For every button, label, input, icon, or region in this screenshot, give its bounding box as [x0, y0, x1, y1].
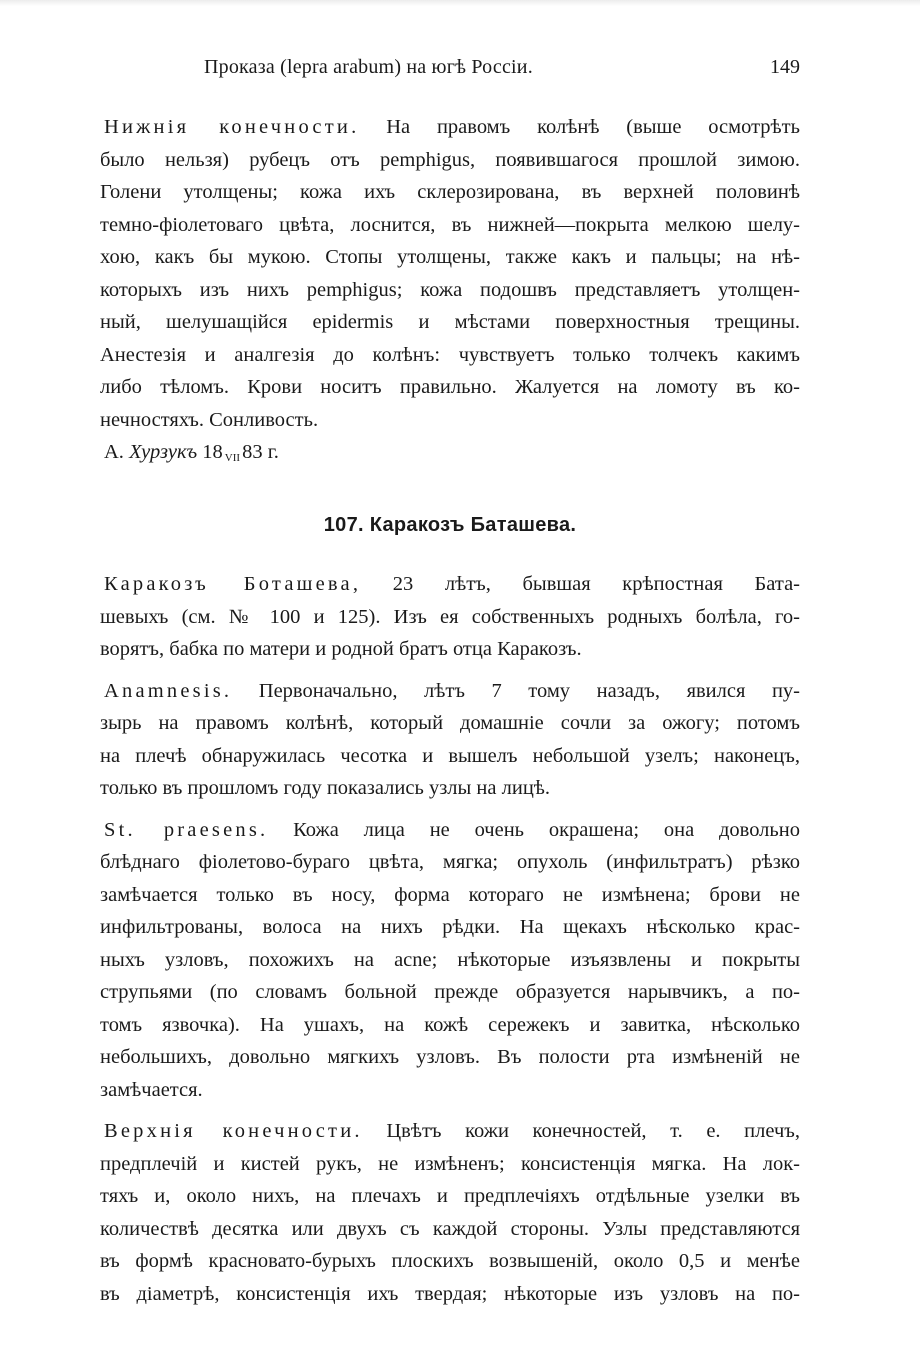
text-line: которыхъ изъ нихъ pemphigus; кожа подошвъ представляетъ утолщен- [100, 278, 800, 301]
signature-prefix: А. [104, 441, 124, 463]
text-line: томъ язвочка). На ушахъ, на кожѣ сережекъ и завитка, нѣсколько [100, 1013, 800, 1036]
text-line: замѣчается только въ носу, форма котораго не измѣнена; брови не [100, 883, 800, 906]
signature-name: Хурзукъ [129, 441, 198, 463]
paragraph-gap [100, 666, 800, 675]
page-number: 149 [770, 56, 800, 78]
section-1-text [100, 111, 800, 469]
lead-phrase: St. praesens. [104, 818, 269, 841]
text-line: только въ прошломъ году показались узлы на лицѣ. [100, 777, 551, 799]
signature-day: 18 [202, 441, 223, 463]
text-line [100, 814, 800, 847]
text-line: въ діаметрѣ, консистенція ихъ твердая; нѣкоторые изъ узловъ на по- [100, 1282, 800, 1305]
text-line [100, 568, 800, 601]
lead-phrase: Нижнія конечности. [104, 116, 360, 138]
signature-line [100, 436, 800, 469]
running-head [100, 56, 800, 90]
text-line: въ формѣ красновато-бурыхъ плоскихъ возвышеній, около 0,5 и менѣе [100, 1250, 800, 1272]
signature-year: 83 г. [242, 441, 279, 463]
text-line [100, 111, 800, 144]
paragraph-gap [100, 805, 800, 814]
text-line: количествѣ десятка или двухъ съ каждой стороны. Узлы представляются [100, 1217, 800, 1240]
paragraph-gap [100, 1106, 800, 1115]
lead-phrase: Верхнія конечности. [104, 1120, 363, 1142]
text-line: шевыхъ (см. № 100 и 125). Изъ ея собственныхъ родныхъ болѣла, го- [100, 605, 800, 628]
text-line: небольшихъ, довольно мягкихъ узловъ. Въ полости рта измѣненій не [100, 1046, 800, 1068]
text-line: Анестезія и аналгезія до колѣнъ: чувствуетъ только толчекъ какимъ [100, 343, 800, 366]
text-line: блѣднаго фіолетово-бураго цвѣта, мягка; опухоль (инфильтратъ) рѣзко [100, 851, 800, 873]
lead-phrase: Каракозъ Боташева, [104, 573, 362, 595]
text-run: Кожа лица не очень окрашена; она довольно [268, 818, 800, 841]
text-line: темно-фіолетоваго цвѣта, лоснится, въ нижней—покрыта мелкою шелу- [100, 213, 800, 236]
text-line: либо тѣломъ. Крови носитъ правильно. Жалуется на ломоту въ ко- [100, 376, 800, 398]
running-title: Проказа (lepra arabum) на югѣ Россіи. [204, 56, 533, 78]
page-edge-shadow [0, 0, 920, 6]
text-line: ныхъ узловъ, похожихъ на acne; нѣкоторые изъязвлены и покрыты [100, 948, 800, 971]
text-line: было нельзя) рубецъ отъ pemphigus, появившагося прошлой зимою. [100, 148, 800, 171]
text-run: Первоначально, лѣтъ 7 тому назадъ, явился пу- [232, 679, 800, 702]
text-run: 23 лѣтъ, бывшая крѣпостная Бата- [361, 573, 800, 595]
signature-month: VII [224, 452, 241, 464]
text-line: струпьями (по словамъ больной прежде образуется нарывчикъ, а по- [100, 981, 800, 1003]
text-line: ворятъ, бабка по матери и родной братъ отца Каракозъ. [100, 638, 582, 660]
text-line: нечностяхъ. Сонливость. [100, 408, 319, 431]
text-line: на плечѣ обнаружилась чесотка и вышелъ небольшой узелъ; наконецъ, [100, 744, 800, 767]
text-line [100, 1115, 800, 1148]
text-line: замѣчается. [100, 1078, 203, 1101]
text-line [100, 675, 800, 708]
text-line: тяхъ и, около нихъ, на плечахъ и предплечіяхъ отдѣльные узелки въ [100, 1185, 800, 1207]
case-heading: 107. Каракозъ Баташева. [323, 514, 577, 536]
text-line: зырь на правомъ колѣнѣ, который домашніе сочли за ожогу; потомъ [100, 712, 800, 734]
text-line: ный, шелушащійся epidermis и мѣстами поверхностныя трещины. [100, 311, 800, 333]
text-line: хою, какъ бы мукою. Стопы утолщены, также какъ и пальцы; на нѣ- [100, 246, 800, 268]
text-line: предплечій и кистей рукъ, не измѣненъ; консистенція мягка. На лок- [100, 1152, 800, 1175]
text-run: Цвѣтъ кожи конечностей, т. е. плечъ, [362, 1120, 800, 1142]
text-line: Голени утолщены; кожа ихъ склерозирована, въ верхней половинѣ [100, 181, 800, 203]
section-2-text [100, 568, 800, 1310]
text-line: инфильтрованы, волоса на нихъ рѣдки. На щекахъ нѣсколько крас- [100, 916, 800, 938]
lead-phrase: Anamnesis. [104, 679, 233, 702]
text-run: На правомъ колѣнѣ (выше осмотрѣть [359, 116, 800, 138]
